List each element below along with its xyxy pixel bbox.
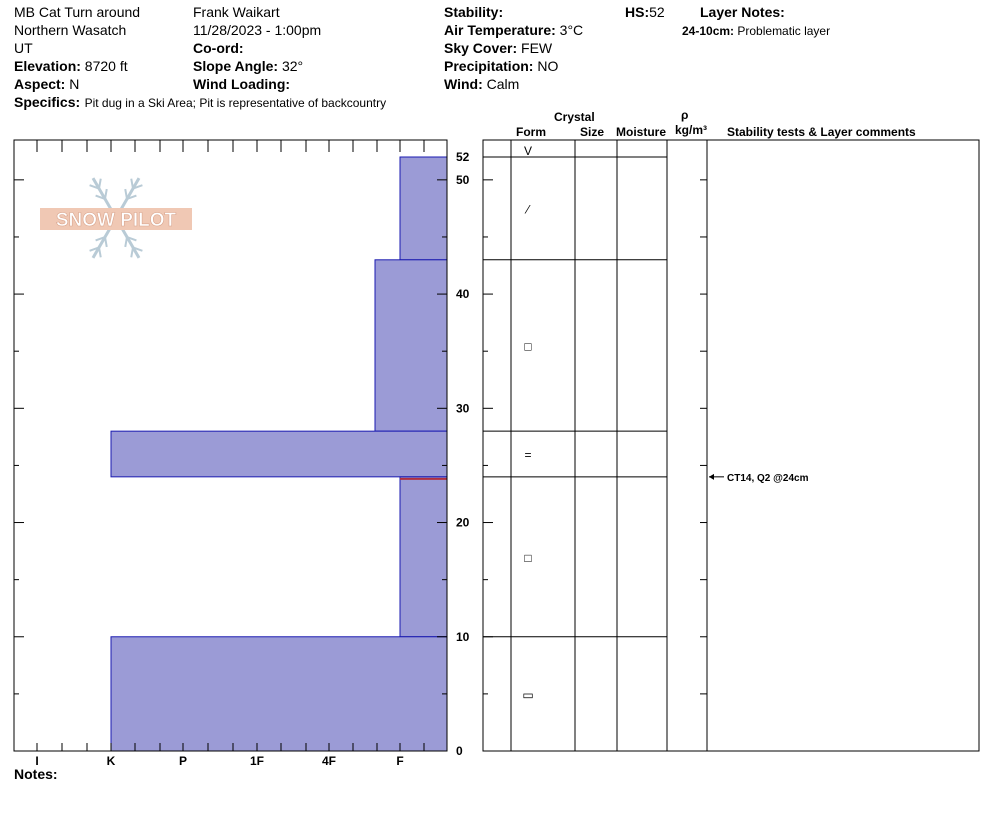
depth-tick-label: 0 (456, 744, 463, 758)
hardness-scale-label: 1F (249, 754, 265, 768)
snowflake-branch (131, 179, 133, 189)
elevation-value: 8720 ft (84, 58, 128, 74)
snowpilot-logo (40, 178, 192, 258)
observer-name: Frank Waikart (193, 4, 280, 20)
aspect-label: Aspect: (14, 76, 66, 92)
coord-label: Co-ord: (193, 40, 244, 56)
form-header: Form (516, 125, 546, 139)
snowflake-branch (125, 237, 127, 247)
location-range: Northern Wasatch (14, 22, 127, 38)
depth-tick-label: 40 (456, 287, 470, 302)
snowflake-branch (99, 179, 101, 189)
grain-form-glyph: ▭ (522, 687, 534, 702)
hardness-layer-bar (111, 431, 447, 477)
grain-form-glyph: ⁄ (526, 202, 530, 217)
layer-notes-label: Layer Notes: (700, 4, 785, 20)
test-pointer-arrow (709, 474, 714, 480)
sky-cover-label: Sky Cover: (444, 40, 518, 56)
depth-top-label: 52 (456, 150, 470, 164)
layer-note-depth: 24-10cm: (682, 24, 735, 38)
logo-text: SNOW PILOT (55, 210, 177, 231)
slope-angle-label: Slope Angle: (193, 58, 279, 74)
rho-header: ρ (681, 108, 689, 122)
hs-value: 52 (649, 4, 665, 20)
comments-header: Stability tests & Layer comments (727, 125, 916, 139)
surface-form-glyph: V (523, 144, 533, 158)
wind-value: Calm (486, 76, 520, 92)
grain-form-glyph: □ (524, 550, 532, 565)
hardness-profile (111, 157, 447, 751)
crystal-header: Crystal (554, 110, 595, 124)
snowflake-branch (125, 189, 127, 199)
hardness-scale-label: F (396, 754, 404, 768)
hardness-layer-bar (400, 157, 447, 260)
hardness-scale-label: P (178, 754, 188, 768)
hardness-scale-label: I (35, 754, 39, 768)
depth-tick-label: 20 (456, 515, 470, 530)
layer-table-frame (483, 140, 979, 751)
depth-tick-label: 50 (456, 172, 470, 187)
hardness-scale-label: 4F (321, 754, 337, 768)
precipitation-value: NO (537, 58, 559, 74)
location-name: MB Cat Turn around (14, 4, 141, 20)
stability-test-annotations (709, 473, 809, 484)
air-temperature-label: Air Temperature: (444, 22, 556, 38)
snowflake-branch (131, 247, 133, 257)
specifics-label: Specifics: (14, 94, 81, 110)
stability-label: Stability: (444, 4, 504, 20)
air-temperature-value: 3°C (559, 22, 584, 38)
sky-cover-value: FEW (521, 40, 553, 56)
depth-tick-label: 10 (456, 629, 470, 644)
observation-datetime: 11/28/2023 - 1:00pm (193, 22, 322, 38)
size-header: Size (580, 125, 605, 139)
stability-test-label: CT14, Q2 @24cm (727, 472, 809, 484)
snowflake-branch (99, 247, 101, 257)
aspect-value: N (69, 76, 80, 92)
precipitation-label: Precipitation: (444, 58, 534, 74)
density-unit-header: kg/m³ (675, 123, 708, 137)
elevation-label: Elevation: (14, 58, 81, 74)
notes-label: Notes: (14, 766, 58, 782)
depth-tick-label: 30 (456, 401, 470, 416)
grain-form-column (522, 144, 533, 702)
hardness-layer-bar (375, 260, 447, 431)
hs-label: HS: (625, 4, 650, 20)
moisture-header: Moisture (616, 125, 667, 139)
hardness-layer-bar (400, 477, 447, 637)
layer-note-text: Problematic layer (737, 24, 831, 38)
hardness-layer-bar (111, 637, 447, 751)
grain-form-glyph: □ (524, 339, 532, 354)
wind-loading-label: Wind Loading: (193, 76, 291, 92)
snowflake-branch (105, 189, 107, 199)
grain-form-glyph: = (524, 448, 532, 462)
wind-label: Wind: (444, 76, 483, 92)
snowflake-branch (105, 237, 107, 247)
slope-angle-value: 32° (281, 58, 304, 74)
hardness-scale-label: K (106, 754, 116, 768)
specifics-value: Pit dug in a Ski Area; Pit is representative of backcountry (84, 96, 387, 110)
location-state: UT (14, 40, 33, 56)
